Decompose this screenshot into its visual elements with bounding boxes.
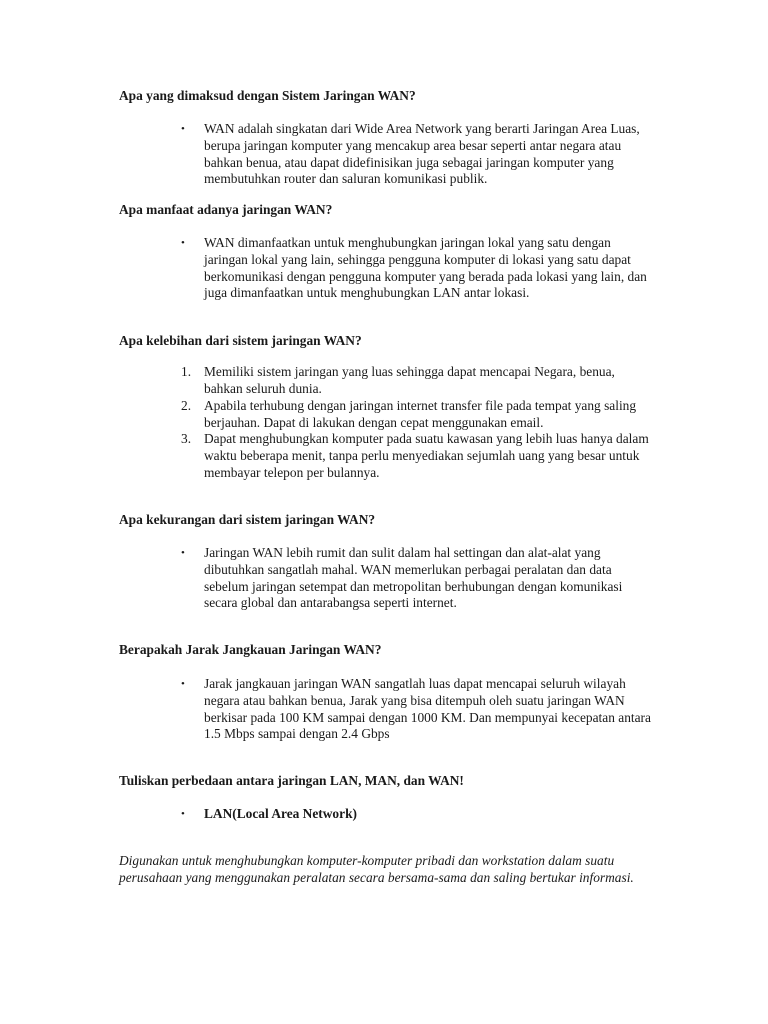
- list-number: 3.: [181, 431, 192, 446]
- list-item: [181, 806, 656, 823]
- list-item: [181, 121, 656, 188]
- list-item-text: Jarak jangkauan jaringan WAN sangatlah luas dapat mencapai seluruh wilayah negara atau bahkan benua, Jarak yang bisa ditempuh oleh suatu jaringan WAN berkisar pada 100 KM sampai dengan 1000 KM. Dan mempunyai kecepatan antara 1.5 Mbps sampai dengan 2.4 Gbps: [204, 676, 651, 742]
- list-item: [181, 545, 656, 612]
- list-item-text: Memiliki sistem jaringan yang luas sehingga dapat mencapai Negara, benua, bahkan seluruh dunia.: [204, 364, 615, 396]
- list-item: [181, 676, 656, 743]
- list-item-text: Dapat menghubungkan komputer pada suatu kawasan yang lebih luas hanya dalam waktu beberapa menit, tanpa perlu menyediakan sejumlah uang yang besar untuk membayar telepon per bulannya.: [204, 431, 649, 480]
- heading-definition: Apa yang dimaksud dengan Sistem Jaringan WAN?: [119, 88, 416, 103]
- bullet-icon: •: [181, 547, 185, 559]
- bullet-icon: •: [181, 237, 185, 249]
- list-item-text: Apabila terhubung dengan jaringan internet transfer file pada tempat yang saling berjauhan. Dapat di lakukan dengan cepat menggunakan email.: [204, 398, 637, 430]
- list-item: [181, 431, 656, 481]
- list-item-text: LAN(Local Area Network): [204, 806, 357, 821]
- heading-range: Berapakah Jarak Jangkauan Jaringan WAN?: [119, 642, 382, 657]
- heading-benefits: Apa manfaat adanya jaringan WAN?: [119, 202, 333, 217]
- heading-disadvantages: Apa kekurangan dari sistem jaringan WAN?: [119, 512, 376, 527]
- list-number: 1.: [181, 364, 192, 379]
- bullet-icon: •: [181, 808, 185, 820]
- list-item-text: Jaringan WAN lebih rumit dan sulit dalam hal settingan dan alat-alat yang dibutuhkan sangatlah mahal. WAN memerlukan perbagai peralatan dan data sebelum jaringan setempat dan metropolitan berhubungan dengan komunikasi secara global dan antarabangsa seperti internet.: [204, 545, 623, 611]
- bullet-icon: •: [181, 678, 185, 690]
- list-number: 2.: [181, 398, 192, 413]
- heading-advantages: Apa kelebihan dari sistem jaringan WAN?: [119, 333, 362, 348]
- list-item: [181, 235, 656, 302]
- list-item-text: WAN adalah singkatan dari Wide Area Network yang berarti Jaringan Area Luas, berupa jaringan komputer yang mencakup area besar seperti antar negara atau bahkan benua, atau dapat didefinisikan juga sebagai jaringan komputer yang membutuhkan router dan saluran komunikasi publik.: [204, 121, 640, 187]
- lan-description-paragraph: Digunakan untuk menghubungkan komputer-komputer pribadi dan workstation dalam suatu perusahaan yang menggunakan peralatan secara bersama-sama dan saling bertukar informasi.: [119, 853, 634, 885]
- list-item: [181, 364, 656, 398]
- list-item: [181, 398, 656, 432]
- list-item-text: WAN dimanfaatkan untuk menghubungkan jaringan lokal yang satu dengan jaringan lokal yang lain, sehingga pengguna komputer di lokasi yang satu dapat berkomunikasi dengan pengguna komputer yang berada pada lokasi yang lain, dan juga dimanfaatkan untuk menghubungkan LAN antar lokasi.: [204, 235, 647, 301]
- heading-differences: Tuliskan perbedaan antara jaringan LAN, MAN, dan WAN!: [119, 773, 464, 788]
- bullet-icon: •: [181, 123, 185, 135]
